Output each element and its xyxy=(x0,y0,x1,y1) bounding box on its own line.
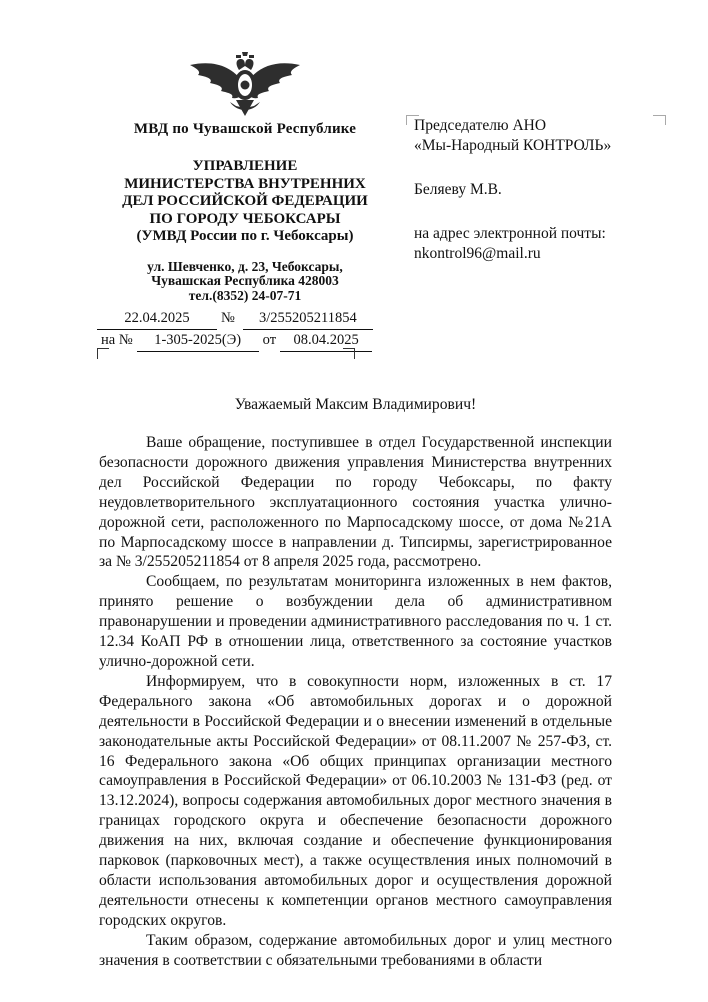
org-name-line: МИНИСТЕРСТВА ВНУТРЕННИХ xyxy=(124,175,366,192)
from-label: от xyxy=(262,332,277,348)
outgoing-number: 3/255205211854 xyxy=(243,308,373,330)
stamp-zone-corner-marks xyxy=(97,348,355,360)
outgoing-date: 22.04.2025 xyxy=(97,308,217,330)
corner-mark-left-icon xyxy=(97,348,109,359)
recipient-org: «Мы-Народный КОНТРОЛЬ» xyxy=(414,137,612,154)
ministry-region-name: МВД по Чувашской Республике xyxy=(133,121,357,137)
letterhead xyxy=(97,52,393,303)
org-address xyxy=(97,260,393,304)
org-name-line: ДЕЛ РОССИЙСКОЙ ФЕДЕРАЦИИ xyxy=(122,193,368,209)
org-name-line: УПРАВЛЕНИЕ xyxy=(192,158,298,174)
body-paragraph: Информируем, что в совокупности норм, изложенных в ст. 17 Федерального закона «Об автомобильных дорогах и о дорожной деятельности в Российской Федерации и о внесении изменений в отдельные законодательные акты Российской Федерации» от 08.11.2007 № 257-ФЗ, ст. 16 Федерального закона «Об общих принципах организации местного самоуправления в Российской Федерации» от 06.10.2003 № 131-ФЗ (ред. от 13.12.2024), вопросы содержания автомобильных дорог местного значения в границах городского округа и обеспечение безопасности дорожного движения на них, включая создание и обеспечение функционирования парковок (парковочных мест), а также осуществления иных полномочий в области использования автомобильных дорог и осуществления дорожной деятельности отнесены к компетенции органов местного самоуправления городских округов. xyxy=(99,672,612,929)
in-reply-label: на № xyxy=(101,332,133,348)
incoming-date: 08.04.2025 xyxy=(280,330,372,352)
org-address-line: Чувашская Республика 428003 xyxy=(151,273,339,288)
recipient-title: Председателю АНО xyxy=(414,117,547,134)
incoming-number: 1-305-2025(Э) xyxy=(137,330,259,352)
org-name xyxy=(97,158,393,246)
address-zone-corner-right-icon xyxy=(653,115,666,125)
body-paragraph: Сообщаем, по результатам мониторинга изложенных в нем фактов, принято решение о возбуждении дела об административном правонарушении и проведении административного расследования по ч. 1 ст. 12.34 КоАП РФ в отношении лица, ответственного за состояние участков улично-дорожной сети. xyxy=(99,573,612,670)
org-address-line: тел.(8352) 24-07-71 xyxy=(188,287,302,303)
corner-mark-right-icon xyxy=(343,348,355,359)
mvd-eagle-emblem-icon xyxy=(97,52,393,118)
salutation: Уважаемый Максим Владимирович! xyxy=(234,396,477,413)
org-address-line: ул. Шевченко, д. 23, Чебоксары, xyxy=(147,258,343,274)
letter-body xyxy=(99,433,612,970)
org-name-line: (УМВД России по г. Чебоксары) xyxy=(136,228,354,244)
reference-block xyxy=(97,308,393,352)
spacer xyxy=(408,156,666,180)
recipient-email: nkontrol96@mail.ru xyxy=(414,245,541,262)
number-sign: № xyxy=(221,310,235,326)
recipient-name: Беляеву М.В. xyxy=(414,181,502,198)
outgoing-ref-row xyxy=(97,308,393,330)
spacer xyxy=(408,200,666,224)
org-name-line: ПО ГОРОДУ ЧЕБОКСАРЫ xyxy=(149,210,341,227)
body-paragraph: Ваше обращение, поступившее в отдел Государственной инспекции безопасности дорожного движения управления Министерства внутренних дел Российской Федерации по городу Чебоксары, по факту неудовлетворительного эксплуатационного состояния участка улично-дорожной сети, расположенного по Марпосадскому шоссе, от дома №21А по Марпосадскому шоссе в направлении д. Типсирмы, зарегистрированное за № 3/255205211854 от 8 апреля 2025 года, рассмотрено. xyxy=(99,434,612,571)
body-paragraph: Таким образом, содержание автомобильных дорог и улиц местного значения в соответствии с обязательными требованиями в области xyxy=(99,931,612,969)
address-zone-corner-left-icon xyxy=(406,115,419,125)
recipient-email-label: на адрес электронной почты: xyxy=(414,225,606,242)
recipient-block xyxy=(408,116,666,264)
